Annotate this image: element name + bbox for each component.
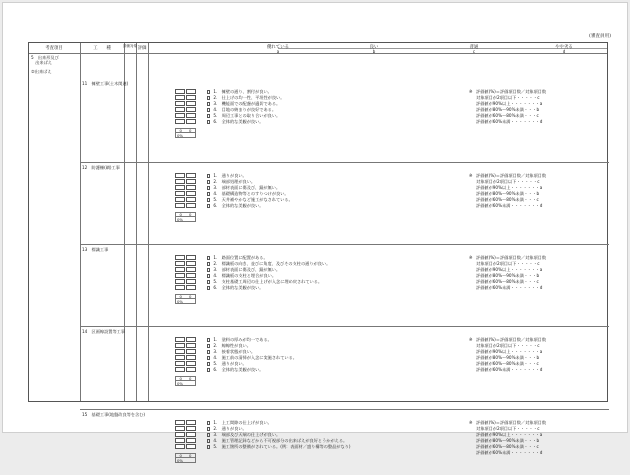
table-header <box>29 43 607 54</box>
tally-percent: 0% <box>175 299 196 304</box>
item-checkbox[interactable] <box>207 344 210 347</box>
criteria-list <box>207 420 447 450</box>
criteria-text: 1. 通りが良い。 <box>213 173 247 178</box>
item-checkbox[interactable] <box>207 256 210 259</box>
tally-box <box>175 212 196 222</box>
target-checkbox[interactable] <box>175 107 185 112</box>
tally-left: 0 <box>179 376 182 381</box>
score-checkbox[interactable] <box>186 185 196 190</box>
target-checkbox[interactable] <box>175 119 185 124</box>
score-checkbox[interactable] <box>186 279 196 284</box>
scoring-rule-text: 評価値が80%～90%未満・・・b <box>476 191 540 196</box>
tally-left: 0 <box>179 128 182 133</box>
target-checkbox[interactable] <box>175 191 185 196</box>
scoring-rule-text: 評価値が60%未満・・・・・・・d <box>476 119 543 124</box>
criteria-text: 1. 擁壁の通り、割付が良い。 <box>213 89 272 94</box>
scoring-rule-line <box>469 450 546 456</box>
target-checkbox[interactable] <box>175 185 185 190</box>
criteria-text: 2. 標識板の向き、並びに角度、及びその支柱の通りが良い。 <box>213 261 331 266</box>
scoring-rule-text: 評価値(%)＝評価項目数／対象項目数 <box>476 89 547 94</box>
section-title: 13 標識工事 <box>82 247 109 252</box>
item-checkbox[interactable] <box>207 280 210 283</box>
note-mark: ※ <box>469 337 473 342</box>
score-checkbox[interactable] <box>186 267 196 272</box>
checkbox-row <box>175 285 196 291</box>
scoring-rule-line <box>469 285 546 291</box>
score-checkbox[interactable] <box>186 191 196 196</box>
header-target: 評価対象 <box>122 44 138 48</box>
target-checkbox[interactable] <box>175 337 185 342</box>
target-checkbox[interactable] <box>175 343 185 348</box>
criteria-text: 4. 目地の納まりが良好である。 <box>213 107 277 112</box>
criteria-text: 6. 全体的な美観が良い。 <box>213 203 264 208</box>
item-checkbox[interactable] <box>207 102 210 105</box>
note-mark: ※ <box>469 255 473 260</box>
criteria-text: 5. 通りが良い。 <box>213 361 247 366</box>
target-checkbox[interactable] <box>175 420 185 425</box>
score-checkbox[interactable] <box>186 343 196 348</box>
criteria-text: 4. 標識板の支柱と埋合が良い。 <box>213 273 277 278</box>
score-checkbox[interactable] <box>186 337 196 342</box>
score-checkbox[interactable] <box>186 438 196 443</box>
section-title: 12 防護柵(網)工事 <box>82 165 120 170</box>
item-checkbox[interactable] <box>207 180 210 183</box>
scoring-rule-line <box>469 203 546 209</box>
score-checkbox[interactable] <box>186 426 196 431</box>
checkbox-row <box>175 203 196 209</box>
target-checkbox[interactable] <box>175 279 185 284</box>
section-title: 11 擁壁工事(土木関連) <box>82 81 129 86</box>
score-checkbox[interactable] <box>186 420 196 425</box>
scoring-rule-text: 評価値が90%以上・・・・・・・a <box>476 185 543 190</box>
scoring-rule-text: 評価値が60%～80%未満・・・c <box>476 113 539 118</box>
criteria-text: 3. 機能面での配慮が適切である。 <box>213 101 281 106</box>
header-average: 普通 <box>469 44 479 50</box>
header-category: 考査項目 <box>45 46 63 51</box>
criteria-list <box>207 337 447 373</box>
tally-percent: 0% <box>175 381 196 386</box>
score-checkbox[interactable] <box>186 285 196 290</box>
score-checkbox[interactable] <box>186 261 196 266</box>
criteria-text: 2. 仕上げの均一性、平坦性が良い。 <box>213 95 285 100</box>
section-title: 15 基礎工事(地盤改良等を含む) <box>82 412 146 417</box>
scoring-rule-text: 評価値が60%未満・・・・・・・d <box>476 285 543 290</box>
criteria-text: 6. 全体的な美観が良い。 <box>213 367 264 372</box>
target-checkbox[interactable] <box>175 426 185 431</box>
target-checkbox[interactable] <box>175 203 185 208</box>
scoring-rule-text: 評価値が90%以上・・・・・・・a <box>476 101 543 106</box>
criteria-list <box>207 89 447 125</box>
item-checkbox[interactable] <box>207 445 210 448</box>
criteria-text: 4. 施工管理記録などから不可視部分の出来ばえが良好とうかがえる。 <box>213 438 348 443</box>
category-line: 出来ばえ <box>31 59 52 65</box>
score-checkbox[interactable] <box>186 197 196 202</box>
scoring-rule-text: 評価値が60%～80%未満・・・c <box>476 197 539 202</box>
scoring-rule <box>469 255 546 291</box>
target-checkbox[interactable] <box>175 273 185 278</box>
target-checkbox[interactable] <box>175 173 185 178</box>
checkbox-grid <box>175 173 196 209</box>
score-checkbox[interactable] <box>186 273 196 278</box>
section-title: 14 区画線設置等工事 <box>82 329 126 334</box>
criteria-text: 5. 施工箇所の整備がされている。(例：表面材／盛り構等の整品がなり) <box>213 444 351 449</box>
target-checkbox[interactable] <box>175 255 185 260</box>
score-checkbox[interactable] <box>186 444 196 449</box>
tally-percent: 0% <box>175 133 196 138</box>
criteria-list <box>207 255 447 291</box>
checkbox-grid <box>175 89 196 125</box>
criteria-item <box>207 203 447 209</box>
scoring-rule-text: 評価値が80%～90%未満・・・b <box>476 355 540 360</box>
scoring-rule-text: 評価値が90%以上・・・・・・・a <box>476 432 543 437</box>
scoring-rule-text: 評価値(%)＝評価項目数／対象項目数 <box>476 420 547 425</box>
criteria-item <box>207 119 447 125</box>
score-checkbox[interactable] <box>186 349 196 354</box>
tally-percent: 0% <box>175 217 196 222</box>
scoring-rule-text: 対象項目が2項目以下・・・・・c <box>476 261 540 266</box>
score-checkbox[interactable] <box>186 95 196 100</box>
tally-right: 0 <box>189 453 192 458</box>
criteria-text: 6. 全体的な美観が良い。 <box>213 285 264 290</box>
score-checkbox[interactable] <box>186 179 196 184</box>
scoring-rule-text: 評価値が90%以上・・・・・・・a <box>476 267 543 272</box>
target-checkbox[interactable] <box>175 261 185 266</box>
score-checkbox[interactable] <box>186 173 196 178</box>
target-checkbox[interactable] <box>175 197 185 202</box>
criteria-text: 5. 周辺工事との取り合いが良い。 <box>213 113 281 118</box>
score-checkbox[interactable] <box>186 101 196 106</box>
score-checkbox[interactable] <box>186 119 196 124</box>
target-checkbox[interactable] <box>175 444 185 449</box>
header-work-type: 工 種 <box>93 46 111 51</box>
checkbox-grid <box>175 255 196 291</box>
criteria-list <box>207 173 447 209</box>
criteria-text: 3. 部材表面に傷及び、錆が無い。 <box>213 185 281 190</box>
scoring-rule <box>469 173 546 209</box>
work-section <box>80 326 609 410</box>
target-checkbox[interactable] <box>175 101 185 106</box>
tally-left: 0 <box>179 453 182 458</box>
item-checkbox[interactable] <box>207 90 210 93</box>
tally-right: 0 <box>189 376 192 381</box>
scoring-rule-text: 評価値が60%～80%未満・・・c <box>476 279 539 284</box>
score-checkbox[interactable] <box>186 203 196 208</box>
criteria-text: 5. 支柱基礎工周辺の仕上げが入念に埋め戻されている。 <box>213 279 323 284</box>
header-excellent: 優れている <box>267 44 289 50</box>
target-checkbox[interactable] <box>175 89 185 94</box>
score-checkbox[interactable] <box>186 107 196 112</box>
scoring-rule-text: 対象項目が2項目以下・・・・・c <box>476 426 540 431</box>
tally-left: 0 <box>179 294 182 299</box>
criteria-text: 3. 接着状態が良い。 <box>213 349 256 354</box>
target-checkbox[interactable] <box>175 349 185 354</box>
criteria-text: 5. 天井補やかなど施工がなされている。 <box>213 197 293 202</box>
scoring-rule-line <box>469 119 546 125</box>
scoring-rule-text: 評価値が80%～90%未満・・・b <box>476 107 540 112</box>
scoring-rule-text: 評価値が90%以上・・・・・・・a <box>476 349 543 354</box>
score-checkbox[interactable] <box>186 355 196 360</box>
checkbox-row <box>175 444 196 450</box>
criteria-text: 3. 端部及び天端の仕上げが良い。 <box>213 432 281 437</box>
criteria-text: 2. 通りが良い。 <box>213 426 247 431</box>
score-checkbox[interactable] <box>186 113 196 118</box>
score-checkbox[interactable] <box>186 255 196 260</box>
scoring-rule-text: 評価値(%)＝評価項目数／対象項目数 <box>476 255 547 260</box>
criteria-text: 4. 基礎構造物等とのすりつけが良い。 <box>213 191 289 196</box>
scoring-rule-text: 評価値が60%～80%未満・・・c <box>476 444 539 449</box>
criteria-text: 1. 塗料の厚みが均一である。 <box>213 337 272 342</box>
scoring-rule <box>469 337 546 373</box>
tally-right: 0 <box>189 294 192 299</box>
target-checkbox[interactable] <box>175 113 185 118</box>
target-checkbox[interactable] <box>175 267 185 272</box>
tally-right: 0 <box>189 128 192 133</box>
scoring-rule-text: 評価値が60%未満・・・・・・・d <box>476 367 543 372</box>
tally-box <box>175 128 196 138</box>
item-checkbox[interactable] <box>207 356 210 359</box>
scoring-rule <box>469 420 546 456</box>
grade-b: b <box>372 48 376 54</box>
criteria-item <box>207 367 447 373</box>
criteria-item <box>207 285 447 291</box>
note-mark: ※ <box>469 173 473 178</box>
grade-d: d <box>562 48 566 54</box>
tally-left: 0 <box>179 212 182 217</box>
checkbox-row <box>175 119 196 125</box>
scoring-rule-text: 対象項目が2項目以下・・・・・c <box>476 179 540 184</box>
item-checkbox[interactable] <box>207 274 210 277</box>
criteria-text: 3. 部材表面に傷及び、錆が無い。 <box>213 267 281 272</box>
scoring-rule <box>469 89 546 125</box>
scoring-rule-text: 評価値が80%～90%未満・・・b <box>476 273 540 278</box>
work-section <box>80 162 609 245</box>
item-checkbox[interactable] <box>207 198 210 201</box>
target-checkbox[interactable] <box>175 95 185 100</box>
work-section <box>80 79 609 162</box>
criteria-text: 6. 全体的な美観が良い。 <box>213 119 264 124</box>
score-checkbox[interactable] <box>186 432 196 437</box>
tally-box <box>175 294 196 304</box>
target-checkbox[interactable] <box>175 285 185 290</box>
reviewer-label: (審査員用) <box>589 34 611 39</box>
criteria-text: 2. 端部処理が良い。 <box>213 179 256 184</box>
category-label <box>31 56 59 74</box>
item-checkbox[interactable] <box>207 186 210 189</box>
checkbox-row <box>175 367 196 373</box>
evaluation-table <box>28 42 608 463</box>
target-checkbox[interactable] <box>175 361 185 366</box>
item-checkbox[interactable] <box>207 108 210 111</box>
scoring-rule-text: 対象項目が2項目以下・・・・・c <box>476 343 540 348</box>
tally-box <box>175 453 196 463</box>
scoring-rule-text: 対象項目が2項目以下・・・・・c <box>476 95 540 100</box>
criteria-text: 2. 線線性が良い。 <box>213 343 251 348</box>
scoring-rule-text: 評価値が60%未満・・・・・・・d <box>476 203 543 208</box>
item-checkbox[interactable] <box>207 262 210 265</box>
target-checkbox[interactable] <box>175 438 185 443</box>
criteria-text: 4. 施工前の清掃が入念に実施されている。 <box>213 355 297 360</box>
criteria-text: 1. 路面位置に配置がある。 <box>213 255 268 260</box>
item-checkbox[interactable] <box>207 350 210 353</box>
evaluation-sheet <box>2 2 628 463</box>
score-checkbox[interactable] <box>186 89 196 94</box>
item-checkbox[interactable] <box>207 433 210 436</box>
checkbox-grid <box>175 337 196 373</box>
item-checkbox[interactable] <box>207 120 210 123</box>
criteria-text: 1. 上工間隙の仕上げが良い。 <box>213 420 272 425</box>
item-checkbox[interactable] <box>207 286 210 289</box>
header-poor: やや劣る <box>555 44 573 50</box>
score-checkbox[interactable] <box>186 361 196 366</box>
note-mark: ※ <box>469 420 473 425</box>
item-checkbox[interactable] <box>207 114 210 117</box>
item-checkbox[interactable] <box>207 204 210 207</box>
score-checkbox[interactable] <box>186 367 196 372</box>
scoring-rule-text: 評価値が80%～90%未満・・・b <box>476 438 540 443</box>
target-checkbox[interactable] <box>175 367 185 372</box>
scoring-rule-text: 評価値(%)＝評価項目数／対象項目数 <box>476 173 547 178</box>
grade-c: c <box>472 48 476 54</box>
item-checkbox[interactable] <box>207 427 210 430</box>
header-score: 評価 <box>137 46 147 51</box>
criteria-item <box>207 444 447 450</box>
checkbox-grid <box>175 420 196 450</box>
item-checkbox[interactable] <box>207 192 210 195</box>
tally-percent: 0% <box>175 458 196 463</box>
tally-box <box>175 376 196 386</box>
scoring-rule-text: 評価値(%)＝評価項目数／対象項目数 <box>476 337 547 342</box>
target-checkbox[interactable] <box>175 355 185 360</box>
work-section <box>80 409 609 475</box>
target-checkbox[interactable] <box>175 432 185 437</box>
work-section <box>80 244 609 327</box>
item-checkbox[interactable] <box>207 96 210 99</box>
item-checkbox[interactable] <box>207 421 210 424</box>
item-checkbox[interactable] <box>207 368 210 371</box>
item-checkbox[interactable] <box>207 174 210 177</box>
grade-a: a <box>276 48 280 54</box>
scoring-rule-text: 評価値が60%～80%未満・・・c <box>476 361 539 366</box>
tally-right: 0 <box>189 212 192 217</box>
item-checkbox[interactable] <box>207 362 210 365</box>
item-checkbox[interactable] <box>207 338 210 341</box>
header-good: 良い <box>369 44 379 50</box>
note-mark: ※ <box>469 89 473 94</box>
scoring-rule-line <box>469 367 546 373</box>
category-subitem: ②出来ばえ <box>31 68 52 74</box>
item-checkbox[interactable] <box>207 268 210 271</box>
category-line: 5 出来形及び <box>31 55 59 60</box>
scoring-rule-text: 評価値が60%未満・・・・・・・d <box>476 450 543 455</box>
target-checkbox[interactable] <box>175 179 185 184</box>
